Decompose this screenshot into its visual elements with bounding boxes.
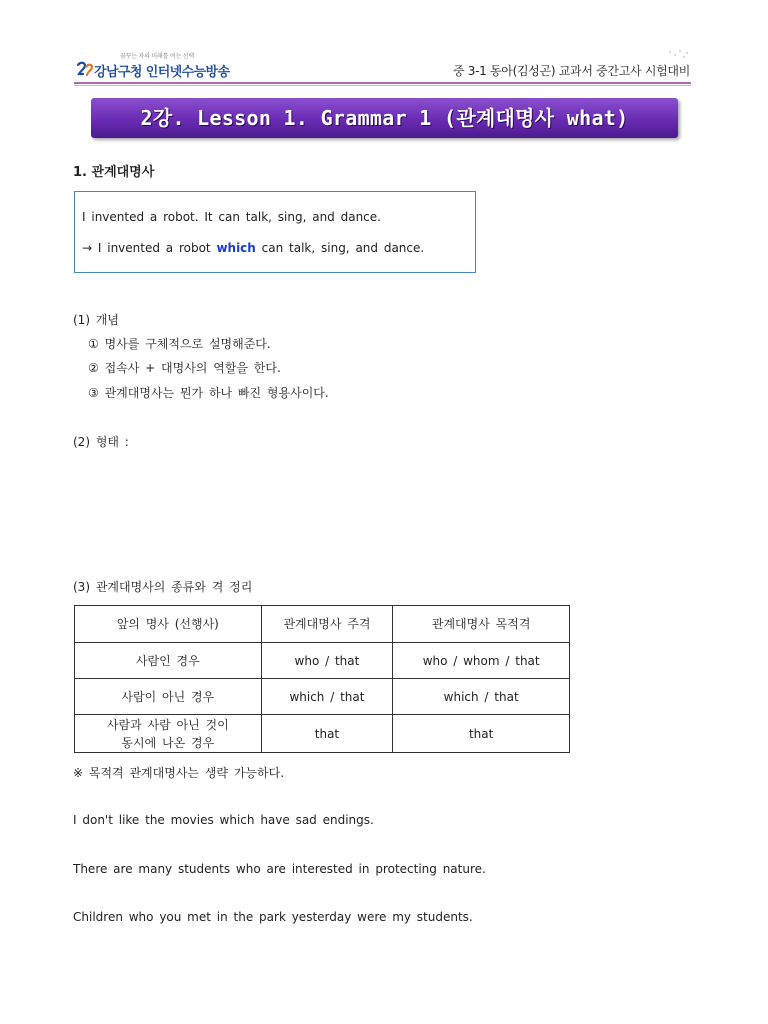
- document-subject: 중 3-1 동아(김성곤) 교과서 중간고사 시험대비: [452, 64, 690, 78]
- keyword-which: which: [216, 241, 256, 255]
- table-cell: [75, 715, 262, 753]
- example-sentence: Children who you met in the park yesterday were my students.: [73, 910, 473, 924]
- form-heading: (2) 형태 :: [73, 435, 129, 449]
- section-title: 1. 관계대명사: [73, 165, 155, 180]
- table-cell: 사람이 아닌 경우: [75, 679, 262, 715]
- decor-dots-icon: [640, 48, 690, 62]
- header-divider: [74, 82, 691, 84]
- table-row: [75, 715, 570, 753]
- example-sentence-1: I invented a robot. It can talk, sing, and dance.: [82, 210, 381, 224]
- arrow-icon: →: [82, 241, 93, 255]
- table-cell: that: [261, 715, 393, 753]
- example-text-after: can talk, sing, and dance.: [255, 241, 425, 255]
- table-cell: that: [393, 715, 570, 753]
- table-cell: 사람인 경우: [75, 643, 262, 679]
- concept-heading: (1) 개념: [73, 313, 119, 327]
- example-text-before: I invented a robot: [92, 241, 217, 255]
- table-header-cell: 관계대명사 목적격: [393, 606, 570, 643]
- table-row: [75, 643, 570, 679]
- logo-tagline: 꿈꾸는 자의 미래를 여는 선택: [120, 53, 194, 60]
- logo: [74, 51, 230, 81]
- header-divider-thin: [74, 85, 691, 86]
- table-row: [75, 679, 570, 715]
- example-sentence: There are many students who are interested in protecting nature.: [73, 862, 486, 876]
- concept-item: ③ 관계대명사는 뭔가 하나 빠진 형용사이다.: [88, 386, 329, 400]
- omission-note: ※ 목적격 관계대명사는 생략 가능하다.: [73, 766, 285, 780]
- example-box: [74, 191, 476, 273]
- relative-pronoun-table: [74, 605, 570, 753]
- table-cell: which / that: [393, 679, 570, 715]
- concept-item: ② 접속사 + 대명사의 역할을 한다.: [88, 361, 281, 375]
- table-header-cell: 관계대명사 주격: [261, 606, 393, 643]
- example-sentence-2: [82, 241, 424, 255]
- logo-name: 강남구청 인터넷수능방송: [94, 65, 230, 80]
- logo-mark-icon: [76, 61, 94, 77]
- cell-line: 사람과 사람 아닌 것이: [106, 717, 229, 732]
- types-heading: (3) 관계대명사의 종류와 격 정리: [73, 580, 253, 594]
- lesson-title: 2강. Lesson 1. Grammar 1 (관계대명사 what): [140, 106, 629, 130]
- table-header-row: [75, 606, 570, 643]
- table-header-cell: 앞의 명사 (선행사): [75, 606, 262, 643]
- example-sentence: I don't like the movies which have sad endings.: [73, 813, 374, 827]
- table-cell: which / that: [261, 679, 393, 715]
- table-cell: who / that: [261, 643, 393, 679]
- cell-line: 동시에 나온 경우: [121, 735, 215, 750]
- concept-item: ① 명사를 구체적으로 설명해준다.: [88, 337, 271, 351]
- table-cell: who / whom / that: [393, 643, 570, 679]
